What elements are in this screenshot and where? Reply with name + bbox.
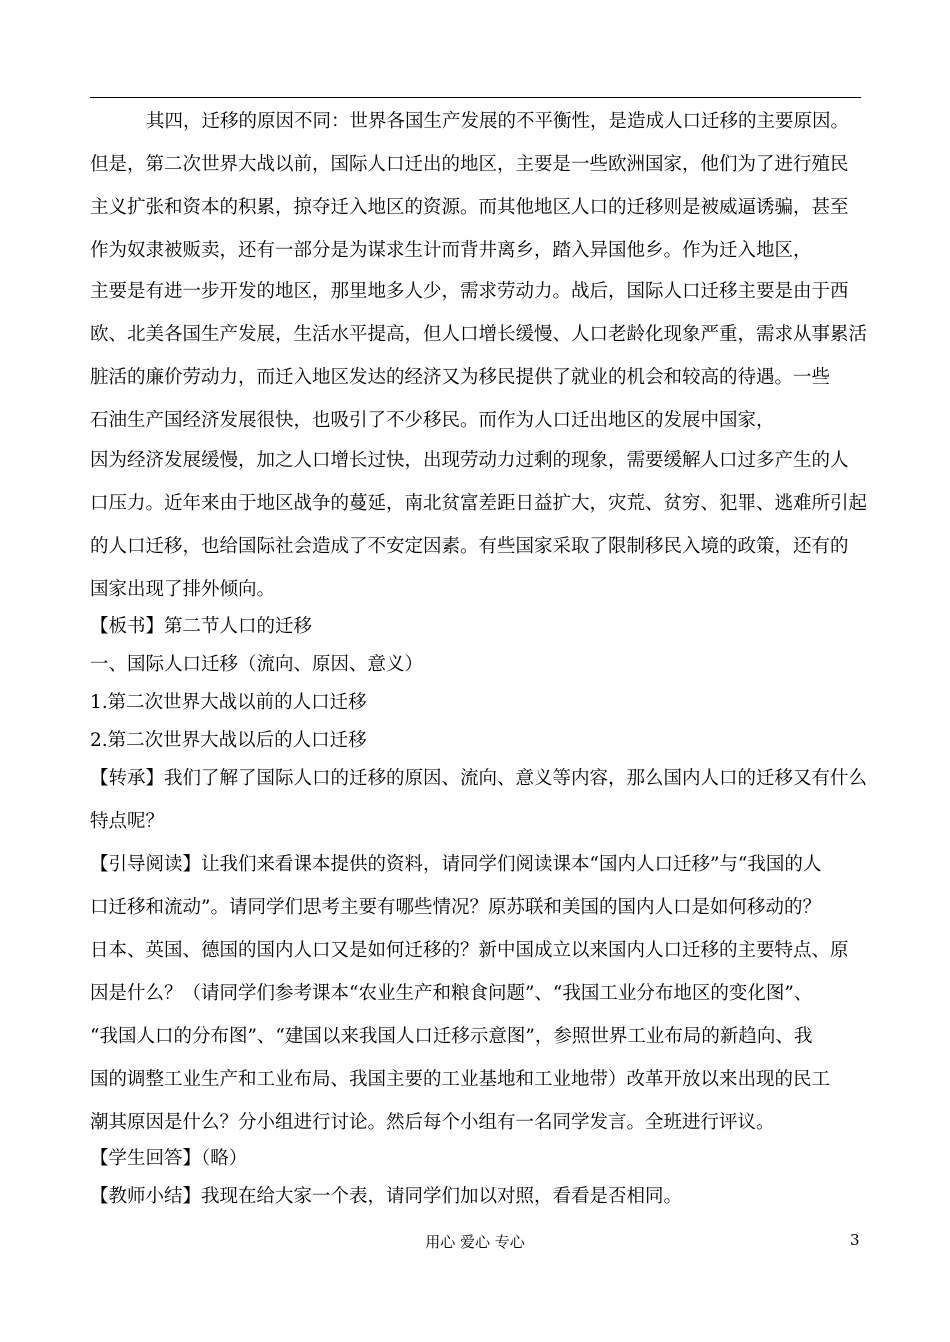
- transition-line: 【转承】我们了解了国际人口的迁移的原因、流向、意义等内容，那么国内人口的迁移又有什么: [90, 768, 868, 789]
- paragraph-line: 作为奴隶被贩卖，还有一部分是为谋求生计而背井离乡，踏入异国他乡。作为迁入地区，: [90, 240, 812, 261]
- paragraph-line: 欧、北美各国生产发展，生活水平提高，但人口增长缓慢、人口老龄化现象严重，需求从事累活: [90, 324, 868, 345]
- paragraph-line: 口压力。近年来由于地区战争的蔓延，南北贫富差距日益扩大，灾荒、贫穷、犯罪、逃难所引起: [90, 493, 868, 514]
- page-number: 3: [850, 1231, 860, 1249]
- guided-reading-line: 潮其原因是什么？分小组进行讨论。然后每个小组有一名同学发言。全班进行评议。: [90, 1112, 775, 1133]
- footer-motto: 用心 爱心 专心: [425, 1233, 525, 1251]
- guided-reading-line: 口迁移和流动”。请同学们思考主要有哪些情况？原苏联和美国的国内人口是如何移动的？: [90, 897, 821, 918]
- paragraph-line: 因为经济发展缓慢，加之人口增长过快，出现劳动力过剩的现象，需要缓解人口过多产生的人: [90, 450, 849, 471]
- header-rule: [90, 97, 861, 98]
- paragraph-line: 主义扩张和资本的积累，掠夺迁入地区的资源。而其他地区人口的迁移则是被威逼诱骗，甚至: [90, 197, 849, 218]
- blackboard-item: 1.第二次世界大战以前的人口迁移: [90, 692, 367, 713]
- guided-reading-line: 日本、英国、德国的国内人口又是如何迁移的？新中国成立以来国内人口迁移的主要特点、原: [90, 940, 849, 961]
- guided-reading-line: 【引导阅读】让我们来看课本提供的资料，请同学们阅读课本“国内人口迁移”与“我国的人: [90, 854, 822, 875]
- paragraph-line: 其四，迁移的原因不同：世界各国生产发展的不平衡性，是造成人口迁移的主要原因。: [146, 111, 850, 132]
- guided-reading-line: 因是什么？（请同学们参考课本“农业生产和粮食问题”、“我国工业分布地区的变化图”、: [90, 983, 813, 1004]
- blackboard-item: 一、国际人口迁移（流向、原因、意义）: [90, 654, 424, 675]
- paragraph-line: 的人口迁移，也给国际社会造成了不安定因素。有些国家采取了限制移民入境的政策，还有的: [90, 536, 849, 557]
- paragraph-line: 但是，第二次世界大战以前，国际人口迁出的地区，主要是一些欧洲国家，他们为了进行殖民: [90, 154, 849, 175]
- blackboard-heading: 【板书】第二节人口的迁移: [90, 616, 313, 637]
- blackboard-item: 2.第二次世界大战以后的人口迁移: [90, 730, 367, 751]
- paragraph-line: 脏活的廉价劳动力，而迁入地区发达的经济又为移民提供了就业的机会和较高的待遇。一些: [90, 367, 831, 388]
- transition-line: 特点呢？: [90, 811, 165, 832]
- teacher-summary: 【教师小结】我现在给大家一个表，请同学们加以对照，看看是否相同。: [90, 1186, 683, 1207]
- paragraph-line: 主要是有进一步开发的地区，那里地多人少，需求劳动力。战后，国际人口迁移主要是由于西: [90, 281, 849, 302]
- guided-reading-line: 国的调整工业生产和工业布局、我国主要的工业基地和工业地带）改革开放以来出现的民工: [90, 1069, 831, 1090]
- student-answer: 【学生回答】（略）: [90, 1148, 248, 1169]
- paragraph-line: 国家出现了排外倾向。: [90, 579, 276, 600]
- guided-reading-line: “我国人口的分布图”、“建国以来我国人口迁移示意图”，参照世界工业布局的新趋向、我: [90, 1026, 813, 1047]
- paragraph-line: 石油生产国经济发展很快，也吸引了不少移民。而作为人口迁出地区的发展中国家，: [90, 410, 775, 431]
